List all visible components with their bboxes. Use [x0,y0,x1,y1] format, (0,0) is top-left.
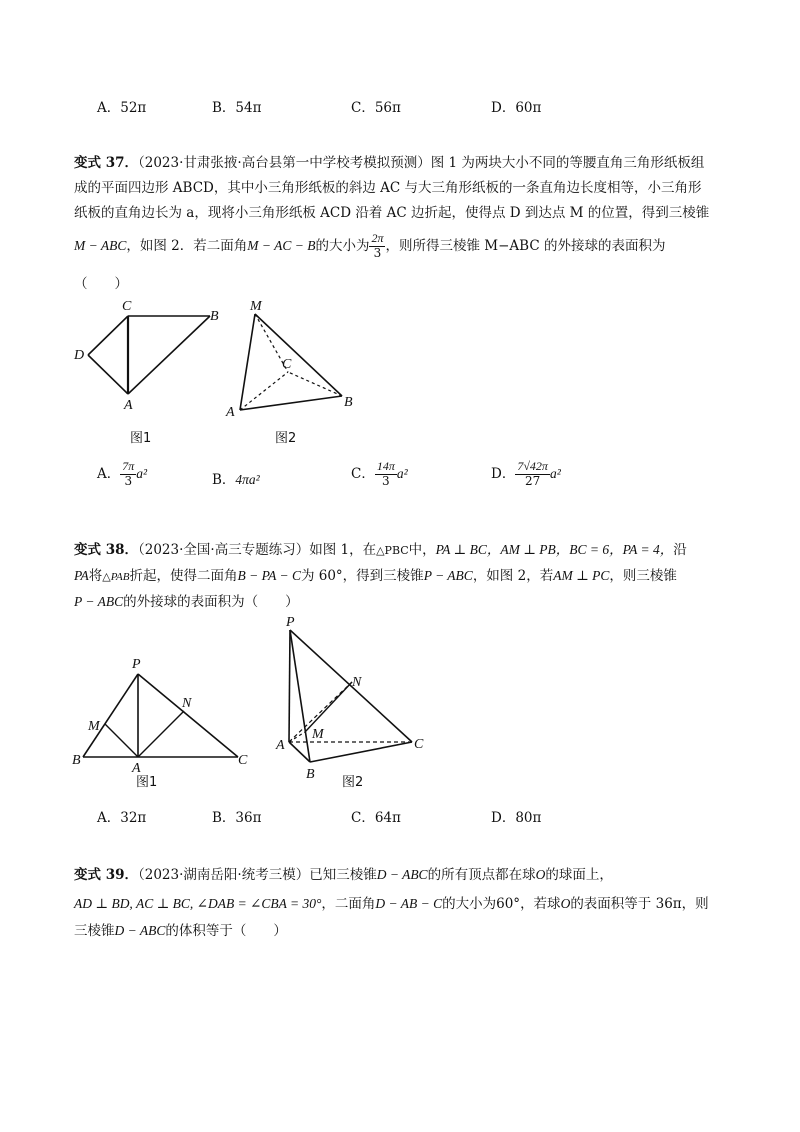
q38-line1: 变式 38．（2023·全国·高三专题练习）如图 1，在△PBC中，PA ⊥ BC，AM ⊥ PB，BC = 6，PA = 4，沿 [74,542,687,558]
q38-option-c: C．64π [351,810,401,826]
fig2-label-a: A [226,405,235,420]
q37-option-c: C． $\frac{14\pi}{3}$ a² [351,459,408,488]
f38-2-label-n: N [352,675,362,690]
q37-line2: 成的平面四边形 ABCD，其中小三角形纸板的斜边 AC 与大三角形纸板的一条直角边长度相等，小三角形 [74,180,702,196]
q38-label: 变式 38． [74,542,138,558]
q39-label: 变式 39． [74,867,138,883]
q37-text-4e: ，则所得三棱锥 M−ABC 的外接球的表面积为 [385,237,666,254]
q37-text-4d: 的大小为 [315,237,370,254]
fig1-caption: 图1 [130,431,152,446]
f38-1-label-p: P [132,657,141,672]
q37-dihedral: M − AC − B [247,237,316,253]
q37-line3: 纸板的直角边长为 a，现将小三角形纸板 ACD 沿着 AC 边折起，使得点 D 到达点 M 的位置，得到三棱锥 [74,205,710,221]
option-c: C．56π [351,100,401,116]
option-b: B．54π [212,100,262,116]
f38-2-label-a: A [276,738,285,753]
q38-option-b: B．36π [212,810,262,826]
q39-line2: AD ⊥ BD, AC ⊥ BC, ∠DAB = ∠CBA = 30°，二面角D − AB − C的大小为60°，若球O的表面积等于 36π，则 [74,896,709,912]
f38-2-label-b: B [306,767,315,782]
fig2-caption: 图2 [275,431,297,446]
q37-label: 变式 37． [74,155,138,171]
f38-2-label-p: P [286,615,295,630]
q38-line3: P − ABC的外接球的表面积为（ ） [74,594,299,610]
f38-1-label-a: A [132,761,141,776]
q37-fig2 [225,299,353,446]
q37-option-b: B．4πa² [212,472,260,488]
q39-line1: 变式 39．（2023·湖南岳阳·统考三模）已知三棱锥D − ABC的所有顶点都在球O的球面上， [74,867,613,883]
f38-2-caption: 图2 [342,775,364,790]
q37-pyramid-name: M − ABC [74,237,127,253]
option-d: D．60π [491,100,542,116]
q37-figures [60,292,360,452]
q37-text-4b: ，如图 2．若二面角 [126,237,248,254]
q37-option-a: A． $\frac{7\pi}{3}$ a² [97,459,148,488]
f38-2-label-m: M [312,727,324,742]
fig2-label-m: M [250,299,262,314]
q38-fig1 [72,657,248,790]
f38-1-label-c: C [238,753,248,768]
f38-1-label-n: N [182,696,192,711]
fig1-label-a: A [124,398,133,413]
q37-option-d: D． $\frac{7√42\pi}{27}$ a² [491,459,561,488]
f38-1-label-b: B [72,753,81,768]
q37-line4 [74,232,665,261]
q38-option-d: D．80π [491,810,542,826]
q37-text-1: （2023·甘肃张掖·高台县第一中学校考模拟预测）图 1 为两块大小不同的等腰直角三角形纸板组 [138,155,705,171]
option-a: A．52π [97,100,147,116]
fig1-label-b: B [210,309,219,324]
q37-angle-fraction: $\frac{2\pi}{3}$ [371,231,384,260]
fig1-label-c: C [122,299,132,314]
q37-paren: （ ） [74,276,128,292]
q37-line1 [74,151,704,171]
f38-1-label-m: M [88,719,100,734]
q38-line2: PA将△PAB折起，使得二面角B − PA − C为 60°，得到三棱锥P − ABC，如图 2，若AM ⊥ PC，则三棱锥 [74,568,677,584]
fig2-label-c: C [282,357,292,372]
fig2-label-b: B [344,395,353,410]
f38-2-label-c: C [414,737,424,752]
fig1-label-d: D [74,348,85,363]
q38-figures [60,612,440,794]
q38-option-a: A．32π [97,810,147,826]
q38-fig2 [275,615,424,790]
q39-line3: 三棱锥D − ABC的体积等于（ ） [74,923,287,939]
q37-fig1 [73,299,219,446]
f38-1-caption: 图1 [136,775,158,790]
